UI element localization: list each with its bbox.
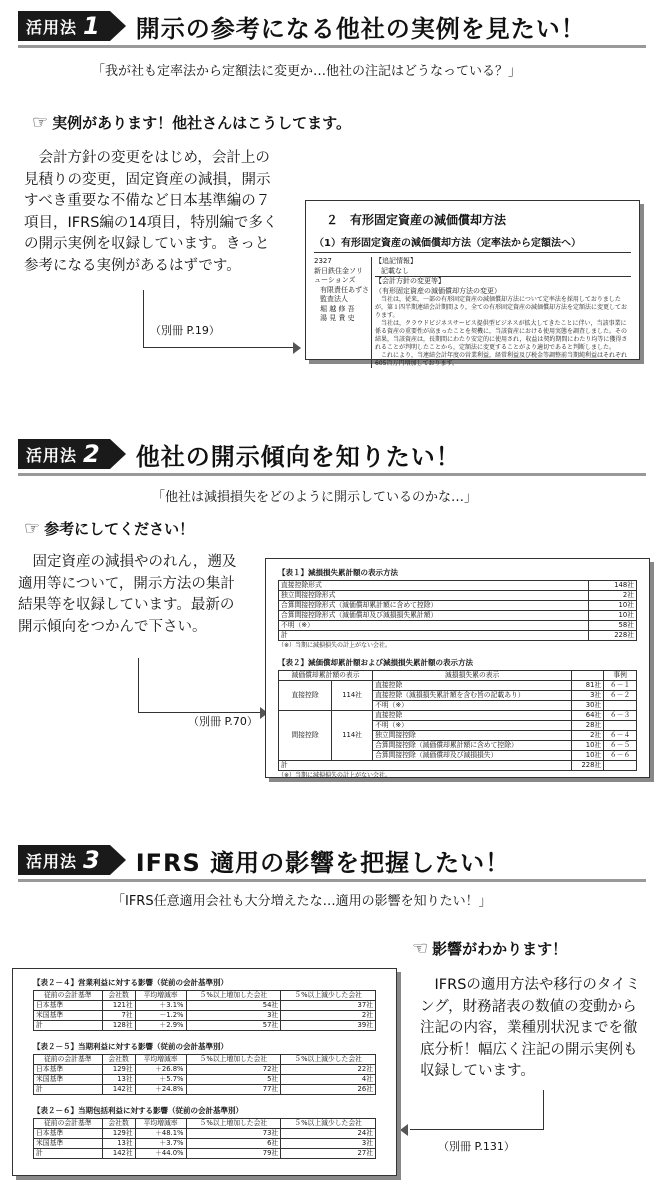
table-row: 不明（※） 58社 <box>279 621 637 631</box>
section1-connector <box>143 290 293 348</box>
table-row: 米国基準 7社 －1.2% 3社 2社 <box>34 1011 376 1021</box>
section2-connector <box>138 658 260 713</box>
section3-title: IFRS 適用の影響を把握したい！ <box>135 848 511 877</box>
table-row: 計 228社 <box>279 760 637 770</box>
section2-rule <box>18 473 646 476</box>
section1-tag: 活用法 1 <box>18 11 110 41</box>
section3-header <box>18 844 510 876</box>
table-row: 不明（※） 28社 <box>279 720 637 730</box>
section3-body: IFRSの適用方法や移行のタイミング，財務諸表の数値の変動から注記の内容，業種別状況までを徹底分析！幅広く注記の開示実例も収録しています。 <box>420 977 641 1079</box>
section1-lead: ☞ 実例があります！他社さんはこうしてます。 <box>32 112 351 133</box>
section2-quote: 「他社は減損損失をどのように開示しているのかな…」 <box>152 490 478 505</box>
section1-quote: 「我が社も定率法から定額法に変更か…他社の注記はどうなっている？」 <box>92 64 522 79</box>
section2-body: 固定資産の減損やのれん，遡及適用等について，開示方法の集計結果等を収録しています。最新の開示傾向をつかんで下さい。 <box>18 554 237 635</box>
section3-sample-page: 【表２－４】営業利益に対する影響（従前の会計基準別） 従前の会計基準 会社数 平均増減率 ５%以上増加した会社 ５%以上減少した会社 日本基準 121社 ＋3.1% 54社 37社 米国基準 7社 －1.2% 3社 2社 計 128社 ＋2.9% 57社 39社 【表２－５】当期利益に対する影響（従前の会計基準別） 従前の会計基準 会社数 平均増減率 ５%以上増加した会社 ５%以上減少した会社 日本基準 129社 ＋26.8% 72社 22社 米国基準 13社 ＋5.7% 5社 4社 計 142社 ＋24.8% 77社 26社 【表２－６】当期包括利益に対する影響（従前の会計基準別） 従前の会計基準 会社数 平均増減率 ５%以上増加した会社 ５%以上減少した会社 日本基準 129社 ＋48.1% 73社 24社 米国基準 13社 ＋3.7% 6社 3社 計 142社 ＋44.0% 79社 27社 <box>12 968 397 1176</box>
table-row: 日本基準 129社 ＋26.8% 72社 22社 <box>34 1065 376 1075</box>
table-row: 独立間接控除形式 2社 <box>279 591 637 601</box>
section3-quote: 「IFRS任意適用会社も大分増えたな…適用の影響を知りたい！」 <box>112 894 492 909</box>
pointing-hand-icon: ☞ <box>24 518 39 539</box>
section1-title: 開示の参考になる他社の実例を見たい！ <box>135 14 586 43</box>
section1-sample-page: ２ 有形固定資産の減価償却方法 （1）有形固定資産の減価償却方法（定率法から定額法へ） 2327 新日鉄住金ソリューションズ 有限責任あずさ 監査法人 堀 越 修 吾 湯 見 貴 史 【追記情報】 記載なし 【会計方針の変更等】 （有形固定資産の減価償却方法の変更） 当社は，従来，一部の有形固定資産の減価償却方法について定率法を採用しておりましたが，第１四半期連結会計期間より，全ての有形固定資産の減価償却方法を定額法に変更しております。 当社は，クラウドビジネスサービス提供型ビジネスが拡大してきたことに伴い，当該事業に係る資産の重要性が高まったことを契機に，当該資産における使用実態を調査しました。その結果，当該資産は，長期間にわたり安定的に使用され，収益は契約期間にわたり均等に獲得されることが判明したことから，定額法に変更することがより適切であると判断しました。 これにより，当連結会計年度の営業利益，経常利益及び税金等調整前当期純利益はそれぞれ605百万円増加しております。 <box>305 200 640 360</box>
section3-connector <box>410 1090 544 1130</box>
table-row: 合算間接控除（減価償却及び減損損失） 10社 ６－６ <box>279 750 637 760</box>
table2: 減価償却累計額の表示 減損損失累の表示 事例 直接控除 114社 直接控除 81社 ６－１ 直接控除（減損損失累計額を含む旨の記載あり） 3社 ６－２ 不明（※） 30社 間接控除 114社 直接控除 64社 ６－３ 不明（※） 28社 独立間接控除 2社 ６－４ 合算間接控除（減価償却累計額に含めて控除） 10社 ６－５ 合算間接控除（減価償却及び減損損失） 10社 ６－６ 計 228社 <box>278 670 637 771</box>
table-row: 合算間接控除形式（減価償却及び減損損失累計額） 10社 <box>279 611 637 621</box>
section2-tag: 活用法 2 <box>18 439 110 469</box>
table-row: 米国基準 13社 ＋3.7% 6社 3社 <box>34 1139 376 1149</box>
section1-rule <box>18 45 646 48</box>
arrow-left-icon <box>400 1124 408 1136</box>
section2-title: 他社の開示傾向を知りたい！ <box>135 442 461 471</box>
section3-tag: 活用法 3 <box>18 845 110 875</box>
section1-ref: （別冊 P.19） <box>150 324 220 337</box>
section3-rule <box>18 879 646 882</box>
section1-header <box>18 10 586 42</box>
table-row: 間接控除 114社 直接控除 64社 ６－３ <box>279 710 637 720</box>
table-row: 不明（※） 30社 <box>279 700 637 710</box>
table-row: 計 228社 <box>279 631 637 641</box>
table1 <box>278 580 637 641</box>
ifrs-table-6: 従前の会計基準 会社数 平均増減率 ５%以上増加した会社 ５%以上減少した会社 日本基準 129社 ＋48.1% 73社 24社 米国基準 13社 ＋3.7% 6社 3社 計 142社 ＋44.0% 79社 27社 <box>33 1118 376 1159</box>
ifrs-table-4: 従前の会計基準 会社数 平均増減率 ５%以上増加した会社 ５%以上減少した会社 日本基準 121社 ＋3.1% 54社 37社 米国基準 7社 －1.2% 3社 2社 計 128社 ＋2.9% 57社 39社 <box>33 990 376 1031</box>
table-row: 直接控除（減損損失累計額を含む旨の記載あり） 3社 ６－２ <box>279 690 637 700</box>
section2-ref: （別冊 P.70） <box>188 715 258 728</box>
table-row: 直接控除 114社 直接控除 81社 ６－１ <box>279 680 637 690</box>
section2-sample-page: 【表１】減損損失累計額の表示方法 直接控除形式 148社 独立間接控除形式 2社 合算間接控除形式（減価償却累計額に含めて控除） 10社 合算間接控除形式（減価償却及び減損損失累計額） 10社 不明（※） 58社 計 228社 （※）当期に減損損失の計上がない会社。 【表２】減価償却累計額および減損損失累計額の表示方法 減価償却累計額の表示 減損損失累の表示 事例 直接控除 114社 直接控除 81社 ６－１ 直接控除（減損損失累計額を含む旨の記載あり） 3社 ６－２ 不明（※） 30社 間接控除 114社 直接控除 64社 ６－３ 不明（※） 28社 独立間接控除 2社 ６－４ 合算間接控除（減価償却累計額に含めて控除） 10社 ６－５ 合算間接控除（減価償却及び減損損失） 10社 ６－６ 計 228社 （※）当期に減損損失の計上がない会社。 <box>265 558 650 778</box>
section3-lead: ☜ 影響がわかります！ <box>412 938 568 959</box>
table-row: 日本基準 129社 ＋48.1% 73社 24社 <box>34 1129 376 1139</box>
table-row: 日本基準 121社 ＋3.1% 54社 37社 <box>34 1001 376 1011</box>
ifrs-table-5: 従前の会計基準 会社数 平均増減率 ５%以上増加した会社 ５%以上減少した会社 日本基準 129社 ＋26.8% 72社 22社 米国基準 13社 ＋5.7% 5社 4社 計 142社 ＋24.8% 77社 26社 <box>33 1054 376 1095</box>
table-row: 計 128社 ＋2.9% 57社 39社 <box>34 1021 376 1031</box>
pointing-hand-icon: ☞ <box>32 112 47 133</box>
section2-header <box>18 438 461 470</box>
table-row: 計 142社 ＋44.0% 79社 27社 <box>34 1149 376 1159</box>
section3-ref: （別冊 P.131） <box>438 1140 515 1153</box>
arrow-right-icon <box>293 342 301 354</box>
table-row: 計 142社 ＋24.8% 77社 26社 <box>34 1085 376 1095</box>
table-row: 米国基準 13社 ＋5.7% 5社 4社 <box>34 1075 376 1085</box>
section1-body: 会計方針の変更をはじめ，会計上の見積りの変更，固定資産の減損，開示すべき重要な不備など日本基準編の７項目，IFRS編の14項目，特別編で多くの開示実例を収録しています。きっと参考になる実例があるはずです。 <box>24 150 278 274</box>
section2-lead: ☞ 参考にしてください！ <box>24 518 195 539</box>
pointing-hand-icon: ☜ <box>412 938 427 959</box>
table-row: 合算間接控除（減価償却累計額に含めて控除） 10社 ６－５ <box>279 740 637 750</box>
table-row: 合算間接控除形式（減価償却累計額に含めて控除） 10社 <box>279 601 637 611</box>
table-row: 直接控除形式 148社 <box>279 581 637 591</box>
table-row: 独立間接控除 2社 ６－４ <box>279 730 637 740</box>
